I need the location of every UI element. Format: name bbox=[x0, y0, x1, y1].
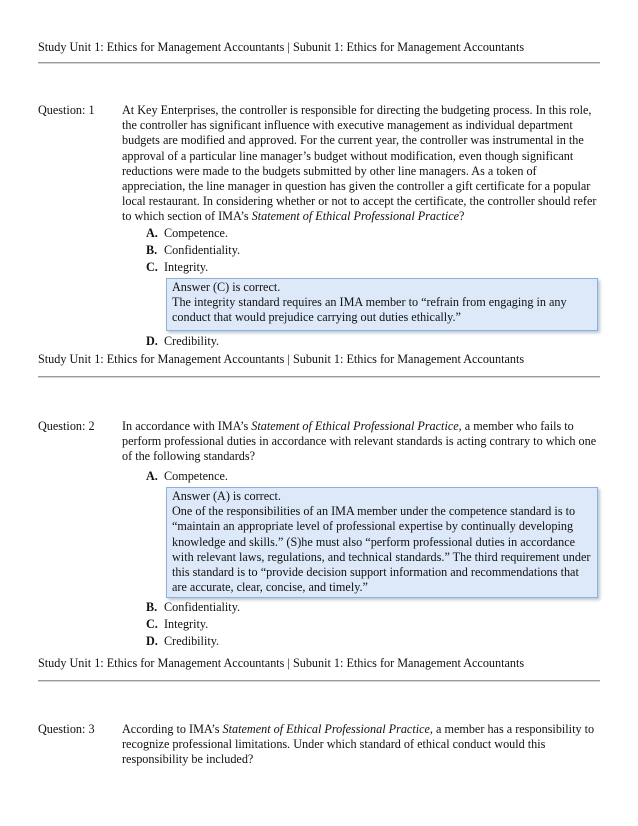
question-label: Question: 3 bbox=[38, 722, 95, 736]
answer-explanation-box bbox=[166, 487, 598, 598]
answer-heading: Answer (C) is correct. bbox=[172, 280, 281, 294]
answer-explanation-box bbox=[166, 278, 598, 331]
study-unit-header: Study Unit 1: Ethics for Management Accountants | Subunit 1: Ethics for Management Accountants bbox=[38, 40, 525, 54]
choice-c[interactable]: C. Integrity. bbox=[146, 617, 209, 631]
header-divider bbox=[38, 680, 600, 682]
publication-title: Statement of Ethical Professional Practice bbox=[222, 722, 430, 736]
header-divider bbox=[38, 62, 600, 64]
question-text: In accordance with IMA’s Statement of Ethical Professional Practice, a member who fails to perform professional duties in accordance with relevant standards is acting contrary to which one of the following standards? bbox=[122, 419, 597, 464]
choice-b[interactable]: B. Confidentiality. bbox=[146, 600, 241, 614]
study-unit-header: Study Unit 1: Ethics for Management Accountants | Subunit 1: Ethics for Management Accountants bbox=[38, 656, 525, 670]
publication-title: Statement of Ethical Professional Practice bbox=[251, 419, 459, 433]
publication-title: Statement of Ethical Professional Practice bbox=[251, 209, 460, 224]
study-unit-header: Study Unit 1: Ethics for Management Accountants | Subunit 1: Ethics for Management Accountants bbox=[38, 352, 525, 366]
choice-b[interactable]: B. Confidentiality. bbox=[146, 243, 241, 257]
answer-heading: Answer (A) is correct. bbox=[172, 489, 281, 503]
header-divider bbox=[38, 376, 600, 378]
choice-c[interactable]: C. Integrity. bbox=[146, 260, 209, 274]
choice-d[interactable]: D. Credibility. bbox=[146, 334, 220, 348]
answer-text: The integrity standard requires an IMA member to “refrain from engaging in any conduct that would prejudice carrying out duties ethically.” bbox=[172, 295, 567, 325]
answer-text: One of the responsibilities of an IMA member under the competence standard is to “maintain an appropriate level of professional expertise by continually developing knowledge and skills.” (S)he must also “perform professional duties in accordance with relevant laws, regulations, and technical standards.” The third requirement under this standard is to “provide decision support information and recommendations that are accurate, clear, concise, and timely.” bbox=[172, 504, 591, 595]
question-text: According to IMA’s Statement of Ethical Professional Practice, a member has a responsibility to recognize professional limitations. Under which standard of ethical conduct would this responsibility be included? bbox=[122, 722, 595, 767]
choice-a[interactable]: A. Competence. bbox=[146, 226, 228, 240]
question-text: At Key Enterprises, the controller is responsible for directing the budgeting process. In this role, the controller has significant influence with executive management as individual department budgets are modified and approved. For the current year, the controller was instrumental in the approval of a particular line manager’s budget without modification, even though significant reductions were made to the budgets submitted by other line managers. As a token of appreciation, the line manager in question has given the controller a gift certificate for a popular local restaurant. In considering whether or not to accept the certificate, the controller should refer to which section of IMA’s Statement of Ethical Professional Practice? bbox=[122, 103, 597, 224]
choice-d[interactable]: D. Credibility. bbox=[146, 634, 220, 648]
question-label: Question: 2 bbox=[38, 419, 95, 433]
choice-a[interactable]: A. Competence. bbox=[146, 469, 228, 483]
question-label: Question: 1 bbox=[38, 103, 95, 117]
